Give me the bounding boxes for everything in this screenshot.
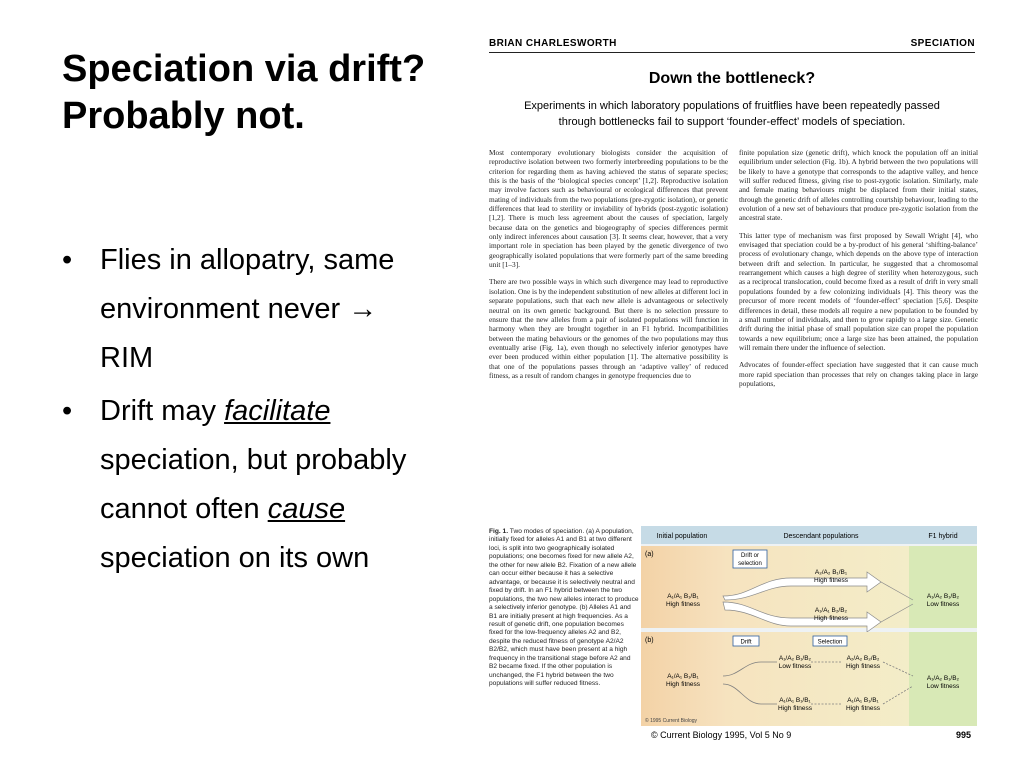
b-initial-genotype: A₁/A₁ B₁/B₁: [667, 673, 699, 680]
figure-header-descendant: Descendant populations: [783, 533, 859, 540]
figure-copyright: © 1995 Current Biology: [645, 718, 698, 724]
slide-title-line2: Probably not.: [62, 95, 305, 137]
a-initial-fitness: High fitness: [666, 601, 700, 608]
b-mid-bottom-genotype: A₁/A₁ B₁/B₁: [779, 697, 811, 704]
bullet-list: [62, 236, 422, 587]
drift-or-selection-label-2: selection: [738, 561, 762, 567]
header-rule: [489, 52, 975, 53]
figure-1-diagram: [641, 526, 977, 726]
drift-or-selection-label-1: Drift or: [741, 553, 759, 559]
page-number: 995: [955, 730, 971, 740]
a-bottom-genotype: A₁/A₁ B₂/B₂: [814, 607, 848, 614]
paragraph: There are two possible ways in which such divergence may lead to reproductive isolation. One is by the independent substitution of new alleles at different loci in separate populations, such that each new allele is advantageous or selectively neutral on its own genetic background. But there is no selection pressure to ensure that the new alleles from a pair of isolated populations will function in harmony when they are brought together in an F1 hybrid. Incompatibilities between the mating behaviours or the genomes of the two populations may thus eventually arise (Fig. 1a), even though no selectively inferior genotypes have ever been produced within either population [1]. The alternative possibility is that one of the populations passes through an ‘adaptive valley’ of reduced fitness, as a result of random changes in genotype frequencies due to: [489, 277, 728, 380]
a-f1-fitness: Low fitness: [926, 601, 960, 608]
b-mid-top-fitness: Low fitness: [778, 663, 812, 670]
panel-b-label: (b): [645, 637, 654, 644]
paragraph: finite population size (genetic drift), which knock the population off an initial equilibrium under selection (Fig. 1b). A hybrid between the two populations will be likely to have a genotype that corresponds to the adaptive valley, and hence will suffer reduced fitness, giving rise to post-zygotic isolation. Similarly, male and female mating behaviours might be displaced from their initial states, through the genetic drift of alleles controlling courtship behaviour, leading to the evolution of a new set of behaviours that produce pre-zygotic isolation from the ancestral state.: [739, 148, 978, 223]
bullet-2-emphasis-facilitate: facilitate: [224, 395, 331, 427]
b-f1-fitness: Low fitness: [926, 683, 960, 690]
bullet-1-text-a: Flies in allopatry, same environment never: [100, 244, 395, 325]
bullet-2-text-c: speciation on its own: [100, 542, 370, 574]
journal-footer: © Current Biology 1995, Vol 5 No 9: [651, 730, 792, 740]
b-mid-bottom-fitness: High fitness: [778, 705, 812, 712]
a-initial-genotype: A₁/A₁ B₁/B₁: [667, 593, 699, 600]
b-f1-genotype: A₁/A₂ B₁/B₂: [926, 675, 960, 682]
b-right-bottom-fitness: High fitness: [846, 705, 880, 712]
bullet-1-text-b: RIM: [100, 342, 154, 374]
slide-title: [62, 46, 462, 140]
bullet-1: [62, 236, 422, 383]
author-name: BRIAN CHARLESWORTH: [489, 38, 617, 49]
drift-label: Drift: [740, 639, 752, 646]
paragraph: This latter type of mechanism was first proposed by Sewall Wright [4], who envisaged that speciation could be a by-product of his general ‘shifting-balance’ process of evolutionary change, which depends on the above type of interaction between drift and selection. In particular, he suggested that a chromosomal rearrangement which causes a high degree of sterility when heterozygous, such as a reciprocal translocation, could become fixed as a result of drift in very small populations founded by a few colonizing individuals [4]. This theory was the precursor of more recent models of ‘founder-effect’ speciation [5,6]. Despite differences in detail, these models all require a new population to be founded by a small number of individuals, and then to grow rapidly to a large size. Genetic drift during the initial phase of small population size can propel the population towards a new equilibrium; once a large size has been attained, the population will remain there under the influence of selection.: [739, 230, 978, 352]
body-column-2: [739, 148, 978, 544]
slide-title-line1: Speciation via drift?: [62, 48, 426, 90]
paragraph: Most contemporary evolutionary biologists consider the acquisition of reproductive isolation between two formerly interbreeding populations to be the criterion for regarding them as having achieved the status of separate species; this is the basis of the ‘biological species concept’ [1,2]. Reproductive isolation may involve factors such as behavioural or ecological differences that prevent mating of individuals from the two populations (pre-zygotic isolation), or genetic differences that lead to sterility or inviability of hybrids (post-zygotic isolation) [1,2]. There is much less agreement about the causes of speciation, largely because data on the genetics and biogeography of species differences permit only indirect inferences about causation [3]. It seems clear, however, that a very important role in speciation has been played by the genetic divergence of two geographically isolated populations that were formerly part of the same breeding unit [1–3].: [489, 148, 728, 270]
a-bottom-fitness: High fitness: [814, 615, 848, 622]
a-f1-genotype: A₁/A₂ B₁/B₂: [926, 593, 960, 600]
figure-header-initial: Initial population: [656, 533, 708, 540]
caption-label: Fig. 1.: [489, 528, 509, 535]
body-column-1: [489, 148, 728, 544]
article-page: [483, 30, 981, 752]
selection-label: Selection: [817, 639, 843, 646]
b-right-top-fitness: High fitness: [846, 663, 880, 670]
section-name: SPECIATION: [910, 38, 975, 49]
b-right-top-genotype: A₂/A₂ B₂/B₂: [846, 655, 880, 662]
b-mid-top-genotype: A₁/A₂ B₁/B₂: [778, 655, 812, 662]
paragraph: Advocates of founder-effect speciation have suggested that it can cause much more rapid speciation than processes that rely on changes taking place in large populations,: [739, 360, 978, 388]
bullet-2-emphasis-cause: cause: [267, 493, 346, 525]
caption-text: Two modes of speciation. (a) A population, initially fixed for alleles A1 and B1 at two different loci, is split into two geographically isolated populations; one becomes fixed for new allele A2, the other for new allele B2. Fixation of a new allele can occur either because it has a selective advantage, or because it is selectively neutral and fixed by drift. In an F1 hybrid between the two populations, the two new alleles interact to produce a selectively inferior genotype. (b) Alleles A1 and B1 are initially present at high frequencies. As a result of genetic drift, one population becomes fixed for the low-frequency alleles A2 and B2, despite the reduced fitness of genotype A2/A2 B2/B2, which must have been present at a high frequency in the transitional stage before A2 and B2 became fixed. If the other population is unchanged, the F1 hybrid between the two populations will suffer reduced fitness.: [489, 528, 639, 688]
panel-a-f1-bg: [909, 546, 977, 628]
arrow-right-icon: →: [348, 293, 378, 325]
a-top-fitness: High fitness: [814, 577, 848, 584]
bullet-2-text-b: speciation, but probably cannot often: [100, 444, 407, 525]
bullet-2: [62, 387, 422, 583]
figure-header-f1: F1 hybrid: [928, 533, 958, 540]
article-subtitle: Experiments in which laboratory populations of fruitflies have been repeatedly passed through bottlenecks fail to support ‘founder-effect’ models of speciation.: [524, 100, 940, 128]
panel-a-label: (a): [645, 551, 654, 558]
panel-a-initial-bg: [641, 546, 725, 628]
running-header: [489, 38, 975, 52]
bullet-2-text-a: Drift may: [100, 395, 225, 427]
figure-caption: [489, 528, 639, 724]
b-right-bottom-genotype: A₁/A₁ B₁/B₁: [847, 697, 879, 704]
a-top-genotype: A₂/A₂ B₁/B₁: [814, 569, 848, 576]
b-initial-fitness: High fitness: [666, 681, 700, 688]
article-title: Down the bottleneck?: [648, 70, 816, 87]
